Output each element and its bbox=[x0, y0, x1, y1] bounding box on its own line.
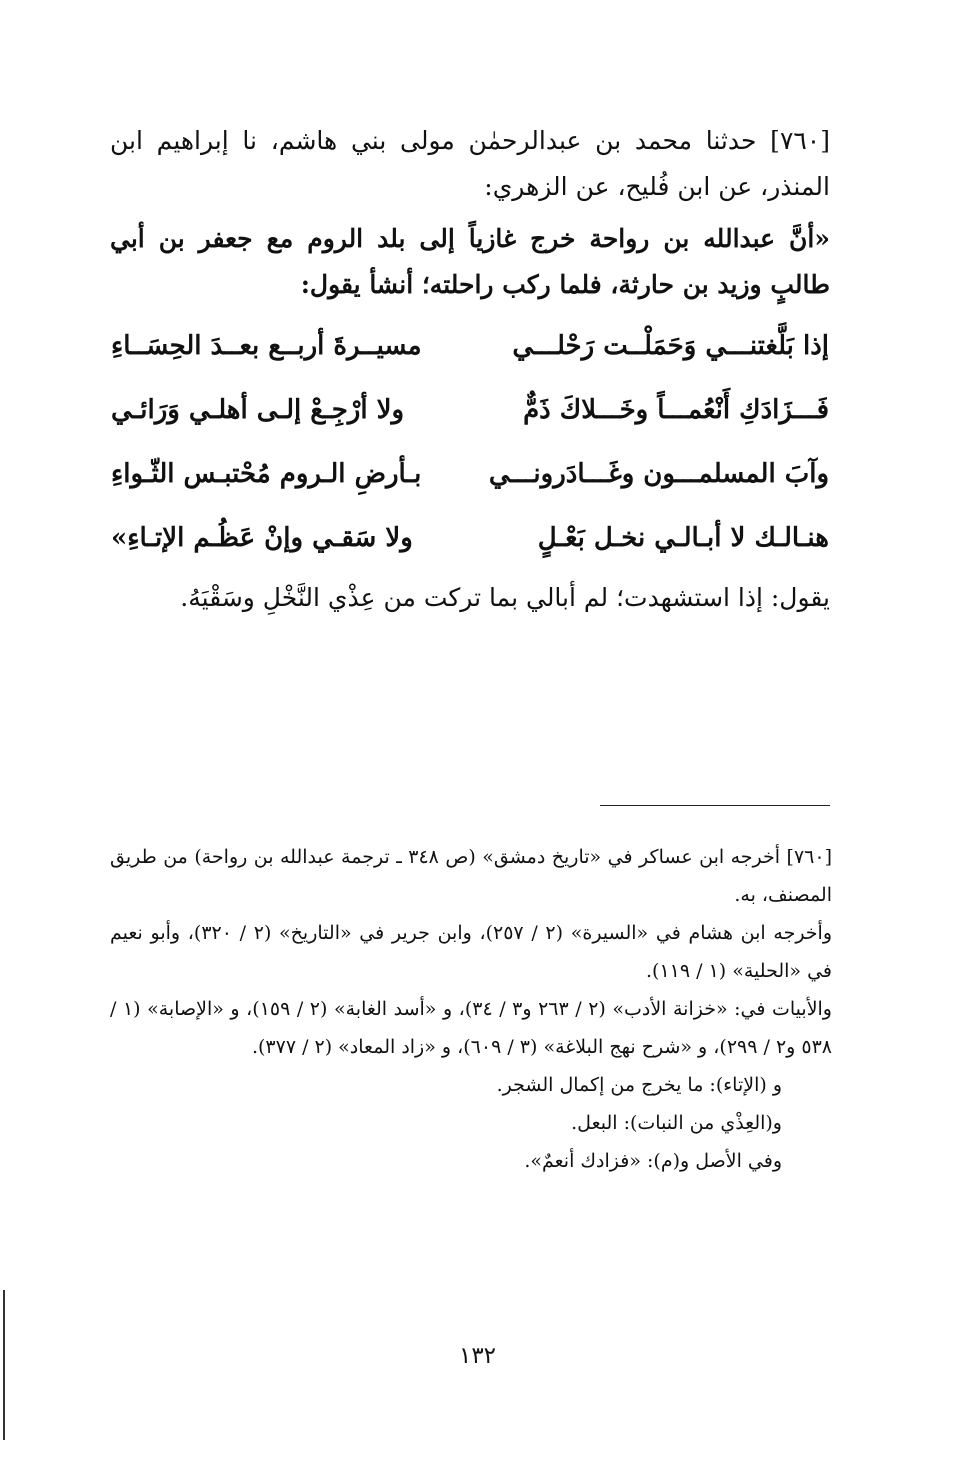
page-number: ١٣٢ bbox=[458, 1343, 497, 1369]
poem-verses bbox=[110, 314, 830, 570]
verse-row bbox=[110, 378, 830, 442]
footnote-verse-sources: والأبيات في: «خزانة الأدب» (٢ / ٢٦٣ و٣ / ٣٤)، و «أسد الغابة» (٢ / ١٥٩)، و «الإصابة» (١ / ٥٣٨ و٢ / ٢٩٩)، و «شرح نهج البلاغة» (٣ / ٦٠٩)، و «زاد المعاد» (٢ / ٣٧٧). bbox=[110, 998, 832, 1058]
verse-first-hemistich: فَـــزَادَكِ أَنْعُمـــاً وخَـــلاكَ ذَمٌّ bbox=[523, 395, 829, 425]
commentary-paragraph: يقول: إذا استشهدت؛ لم أبالي بما تركت من عِذْي النَّخْلِ وسَقْيَهُ. bbox=[180, 583, 830, 612]
verse-second-hemistich: مسيــرةَ أربــع بعــدَ الحِسَــاءِ bbox=[111, 331, 422, 361]
verse-first-hemistich: وآبَ المسلمـــون وغَـــادَرونـــي bbox=[488, 459, 829, 489]
footnote-gloss-idhy: و(العِذْي من النبات): البعل. bbox=[571, 1112, 782, 1134]
hadith-isnad: [٧٦٠] حدثنا محمد بن عبدالرحمٰن مولى بني هاشم، نا إبراهيم ابن المنذر، عن ابن فُليح، عن الزهري: bbox=[110, 126, 830, 201]
verse-row bbox=[110, 314, 830, 378]
footnote-gloss-itaa: و (الإتاء): ما يخرج من إكمال الشجر. bbox=[496, 1074, 782, 1096]
scan-edge-line bbox=[3, 1290, 5, 1440]
footnote-separator bbox=[600, 805, 830, 806]
footnote-variant-reading: وفي الأصل و(م): «فزادك أنعمٌ». bbox=[524, 1150, 782, 1172]
verse-row bbox=[110, 506, 830, 570]
hadith-matn: «أنَّ عبدالله بن رواحة خرج غازياً إلى بلد الروم مع جعفر بن أبي طالبٍ وزيد بن حارثة، فلما ركب راحلته؛ أنشأ يقول: bbox=[110, 224, 830, 299]
main-text bbox=[110, 118, 830, 622]
footnote-source: [٧٦٠] أخرجه ابن عساكر في «تاريخ دمشق» (ص ٣٤٨ ـ ترجمة عبدالله بن رواحة) من طريق المصنف، به. bbox=[110, 846, 832, 906]
verse-row bbox=[110, 442, 830, 506]
verse-first-hemistich: هنـالـك لا أبـالـي نخـل بَعْـلٍ bbox=[537, 523, 829, 553]
verse-second-hemistich: ولا سَقـي وإنْ عَظُـم الإتـاءِ» bbox=[111, 523, 413, 553]
footnote-other-sources: وأخرجه ابن هشام في «السيرة» (٢ / ٢٥٧)، وابن جرير في «التاريخ» (٢ / ٣٢٠)، وأبو نعيم في «الحلية» (١ / ١١٩). bbox=[110, 922, 833, 982]
verse-first-hemistich: إذا بَلَّغتنـــي وَحَمَلْــت رَحْلـــي bbox=[512, 331, 829, 361]
verse-second-hemistich: ولا أرْجِـعْ إلـى أهلـي وَرَائـي bbox=[111, 395, 405, 425]
verse-second-hemistich: بـأرضِ الـروم مُحْتبـس الثّـواءِ bbox=[111, 459, 422, 489]
footnotes bbox=[110, 838, 832, 1180]
